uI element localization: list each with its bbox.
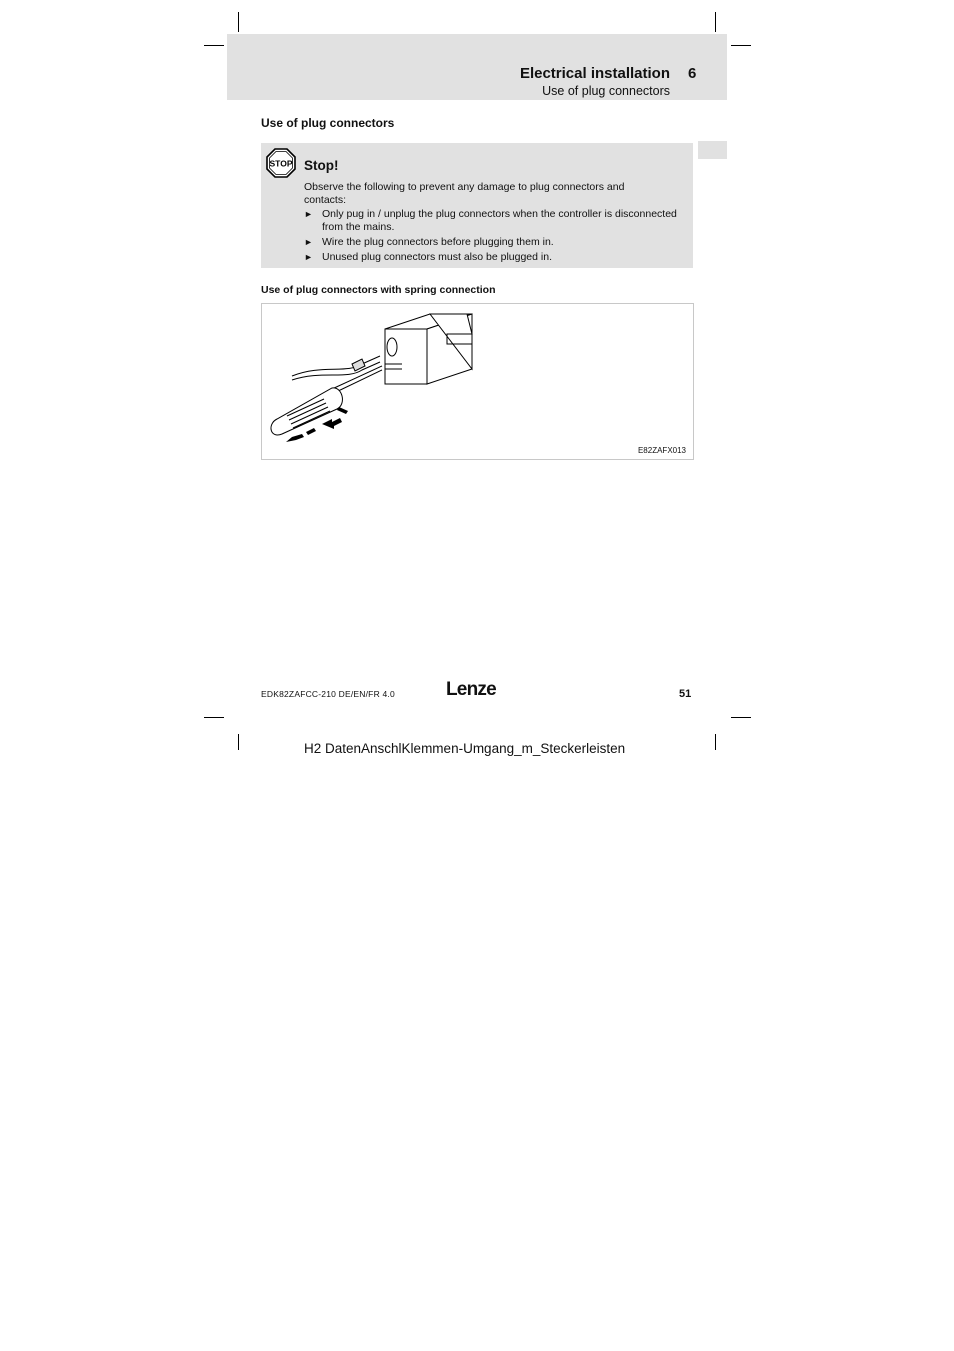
crop-mark-bottom-right-h: [731, 717, 751, 718]
stop-item: [304, 251, 684, 264]
bullet-arrow-icon: ►: [304, 209, 313, 219]
crop-mark-top-left-h: [204, 45, 224, 46]
bullet-arrow-icon: ►: [304, 252, 313, 262]
page-number: 51: [679, 688, 692, 700]
stop-item: [304, 236, 684, 249]
spring-connector-illustration: [262, 304, 693, 459]
figure-frame: [261, 303, 694, 460]
template-label: H2 DatenAnschlKlemmen-Umgang_m_Steckerleisten: [304, 741, 626, 756]
stop-item: [304, 208, 684, 233]
crop-mark-top-left-v: [238, 12, 239, 32]
stop-item-text: Only pug in / unplug the plug connectors when the controller is disconnected from the mains.: [322, 208, 677, 233]
crop-mark-top-right-h: [731, 45, 751, 46]
bullet-arrow-icon: ►: [304, 237, 313, 247]
stop-notice: [261, 143, 693, 268]
chapter-title: Electrical installation: [519, 65, 670, 82]
subsection-title: Use of plug connectors with spring connection: [261, 284, 496, 296]
stop-item-text: Unused plug connectors must also be plugged in.: [322, 251, 552, 263]
section-title: Use of plug connectors: [261, 116, 395, 130]
crop-mark-bottom-right-v: [715, 734, 716, 750]
crop-mark-bottom-left-v: [238, 734, 239, 750]
connector-block: [385, 314, 472, 384]
stop-intro: Observe the following to prevent any damage to plug connectors and contacts:: [304, 181, 625, 206]
stop-sign-icon: [266, 148, 296, 178]
figure-code: E82ZAFX013: [637, 446, 686, 455]
stop-item-text: Wire the plug connectors before plugging them in.: [322, 236, 554, 248]
stop-heading: Stop!: [304, 158, 339, 173]
chapter-subtitle: Use of plug connectors: [542, 84, 670, 98]
footer-document-id: EDK82ZAFCC-210 DE/EN/FR 4.0: [261, 689, 395, 699]
crop-mark-top-right-v: [715, 12, 716, 32]
stop-icon-label: STOP: [269, 158, 293, 169]
wire: [292, 356, 380, 380]
crop-mark-bottom-left-h: [204, 717, 224, 718]
chapter-number: 6: [688, 65, 697, 82]
lenze-logo: Lenze: [446, 679, 496, 700]
side-tab-marker: [698, 141, 727, 159]
